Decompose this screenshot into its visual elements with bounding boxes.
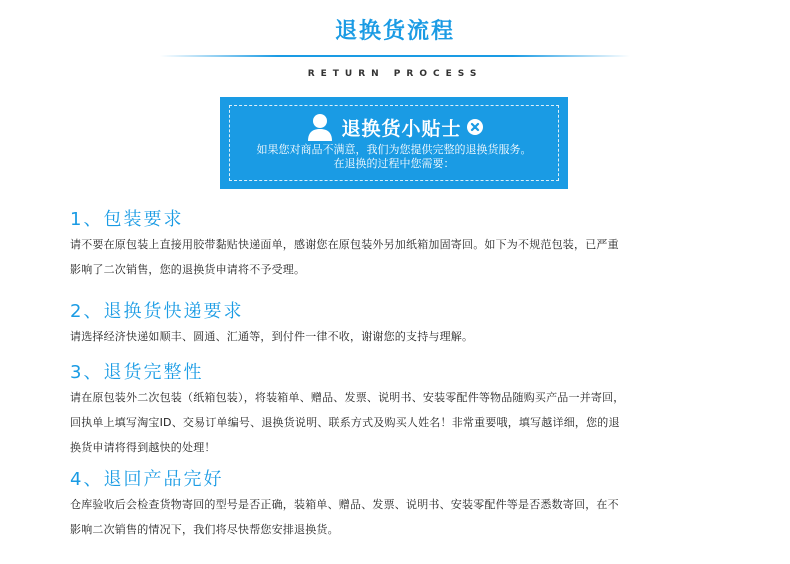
section-body-courier (70, 324, 670, 349)
body-line: 请在原包装外二次包装（纸箱包装），将装箱单、赠品、发票、说明书、安装零配件等物品随购买产品一并寄回， (70, 391, 625, 404)
body-line: 仓库验收后会检查货物寄回的型号是否正确，装箱单、赠品、发票、说明书、安装零配件等是否悉数寄回，在不 (70, 498, 619, 511)
section-body-intact (70, 492, 670, 542)
body-line: 影响了二次销售，您的退换货申请将不予受理。 (70, 263, 306, 276)
body-line: 请不要在原包装上直接用胶带黏贴快递面单，感谢您在原包装外另加纸箱加固寄回。如下为不规范包装，已严重 (70, 238, 619, 251)
body-line: 影响二次销售的情况下，我们将尽快帮您安排退换货。 (70, 523, 339, 536)
section-heading-courier: 2、退换货快递要求 (70, 301, 244, 322)
tips-text-line-1: 如果您对商品不满意，我们为您提供完整的退换货服务。 (256, 143, 532, 156)
tips-header (230, 112, 558, 142)
section-heading-packaging: 1、包装要求 (70, 209, 184, 230)
section-body-completeness (70, 385, 670, 460)
user-icon (305, 112, 335, 142)
body-line: 换货申请将得到越快的处理！ (70, 441, 216, 454)
tips-text-line-2: 在退换的过程中您需要： (333, 157, 455, 170)
title-divider (160, 55, 630, 57)
tips-dashed-frame (229, 105, 559, 181)
close-icon[interactable] (467, 119, 483, 135)
tips-title: 退换货小贴士 (341, 117, 462, 140)
body-line: 请选择经济快递如顺丰、圆通、汇通等，到付件一律不收，谢谢您的支持与理解。 (70, 330, 474, 343)
tips-box (220, 97, 568, 189)
section-heading-completeness: 3、退货完整性 (70, 362, 204, 383)
page-subtitle: RETURN PROCESS (307, 69, 483, 79)
section-heading-intact: 4、退回产品完好 (70, 469, 224, 490)
body-line: 回执单上填写淘宝ID、交易订单编号、退换货说明、联系方式及购买人姓名！非常重要哦，填写越详细，您的退 (70, 416, 620, 429)
section-body-packaging (70, 232, 670, 282)
page-title: 退换货流程 (334, 19, 455, 44)
